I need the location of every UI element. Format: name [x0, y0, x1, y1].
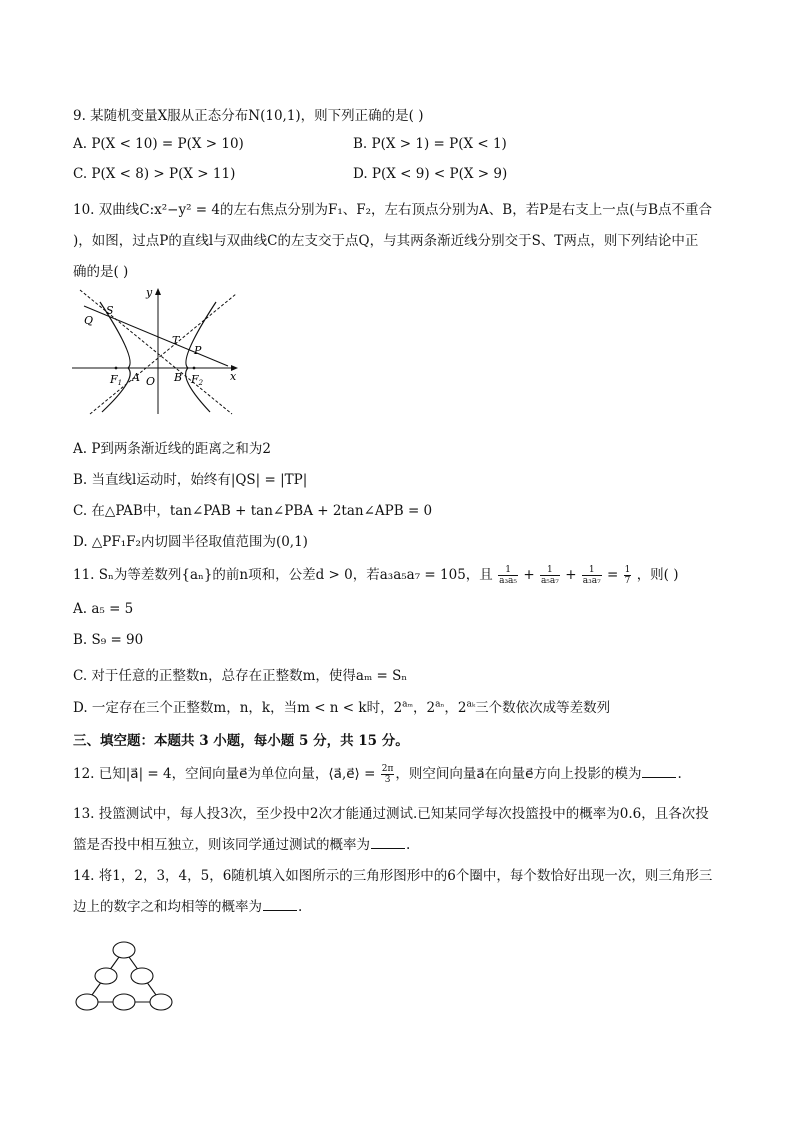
q11-fraction-4: $\frac{1}{7}$ [624, 565, 631, 586]
q12-fraction: $\frac{2\pi}{3}$ [381, 764, 394, 785]
q11-plus-2: + [565, 567, 577, 583]
label-a: A [132, 371, 140, 384]
label-f2: F2 [191, 373, 204, 387]
hyperbola-figure [70, 282, 246, 420]
q10-option-b: B. 当直线l运动时，始终有|QS| = |TP| [73, 472, 308, 488]
q14-stem-line2: 边上的数字之和均相等的概率为 . [73, 895, 302, 915]
triangle-circles-figure [72, 938, 180, 1016]
q10-option-d: D. △PF₁F₂内切圆半径取值范围为(0,1) [73, 534, 308, 550]
circle-bottom-center [113, 994, 135, 1010]
circle-bottom-left [76, 994, 98, 1010]
q13-answer-blank[interactable] [371, 834, 405, 849]
q10-option-c: C. 在△PAB中，tan∠PAB + tan∠PBA + 2tan∠APB = 0 [73, 503, 433, 519]
q9-option-b: B. P(X > 1) = P(X < 1) [353, 136, 507, 152]
q14-stem-line1: 14. 将1，2，3，4，5，6随机填入如图所示的三角形图形中的6个圈中，每个数恰好出现一次，则三角形三 [73, 868, 713, 884]
q11-stem-b: ，则( ) [636, 567, 679, 583]
circle-top [113, 942, 135, 958]
q11-equals: = [607, 567, 619, 583]
q11-fraction-3: $\frac{1}{\text{a₃a₇}}$ [582, 565, 601, 586]
circle-mid-left [95, 968, 117, 984]
label-t: T [172, 334, 180, 347]
label-y: y [146, 286, 153, 299]
label-x: x [230, 370, 237, 383]
q11-fraction-2: $\frac{1}{\text{a₅a₇}}$ [540, 565, 559, 586]
q10-stem-line3: 确的是( ) [73, 264, 129, 280]
q11-option-a: A. a₅ = 5 [73, 601, 134, 617]
q9-stem: 9. 某随机变量X服从正态分布N(10,1)，则下列正确的是( ) [73, 108, 424, 124]
q13-stem-line1: 13. 投篮测试中，每人投3次，至少投中2次才能通过测试.已知某同学每次投篮投中的概率为0.6，且各次投 [73, 806, 709, 822]
label-b: B [174, 371, 183, 384]
q10-stem-line2: )，如图，过点P的直线l与双曲线C的左支交于点Q，与其两条渐近线分别交于S、T两点，则下列结论中正 [73, 233, 699, 249]
label-q: Q [84, 314, 94, 327]
q11-plus-1: + [523, 567, 535, 583]
q12-answer-blank[interactable] [642, 763, 676, 778]
q9-option-d: D. P(X < 9) < P(X > 9) [353, 166, 508, 182]
asymptote-1 [80, 290, 232, 414]
q11-stem [73, 563, 679, 586]
q11-fraction-1: $\frac{1}{\text{a₃a₅}}$ [499, 565, 518, 586]
label-f1: F1 [110, 373, 123, 387]
label-o: O [146, 375, 156, 388]
q9-option-a: A. P(X < 10) = P(X > 10) [73, 136, 244, 152]
section-3-heading: 三、填空题：本题共 3 小题，每小题 5 分，共 15 分。 [73, 733, 409, 749]
q14-answer-blank[interactable] [263, 896, 297, 911]
hyperbola-right-branch [186, 302, 216, 412]
q13-stem-line2: 篮是否投中相互独立，则该同学通过测试的概率为 . [73, 833, 410, 853]
q11-stem-a: 11. Sₙ为等差数列{aₙ}的前n项和，公差d > 0，若a₃a₅a₇ = 105，且 [73, 567, 493, 583]
circle-mid-right [131, 968, 153, 984]
circle-bottom-right [150, 994, 172, 1010]
q10-stem-line1: 10. 双曲线C:x²−y² = 4的左右焦点分别为F₁、F₂，左右顶点分别为A、B，若P是右支上一点(与B点不重合 [73, 202, 712, 218]
q10-option-a: A. P到两条渐近线的距离之和为2 [73, 441, 272, 457]
q11-option-d: D. 一定存在三个正整数m，n，k，当m < n < k时，$2^{a_m}$，$2^{a_n}$，$2^{a_k}$三个数依次成等差数列 [73, 699, 611, 716]
q11-option-b: B. S₉ = 90 [73, 632, 144, 648]
q12-stem: 12. 已知|a⃗| = 4，空间向量e⃗为单位向量，⟨a⃗,e⃗⟩ = $\frac{2\pi}{3}$ ，则空间向量a⃗在向量e⃗方向上投影的模为 . [73, 764, 682, 785]
point-f1 [115, 367, 118, 370]
q11-option-c: C. 对于任意的正整数n，总存在正整数m，使得aₘ = Sₙ [73, 668, 408, 684]
point-f2 [193, 367, 196, 370]
y-axis-arrow [155, 288, 161, 295]
q9-option-c: C. P(X < 8) > P(X > 11) [73, 166, 236, 182]
label-s: S [106, 304, 114, 317]
label-p: P [194, 344, 202, 357]
